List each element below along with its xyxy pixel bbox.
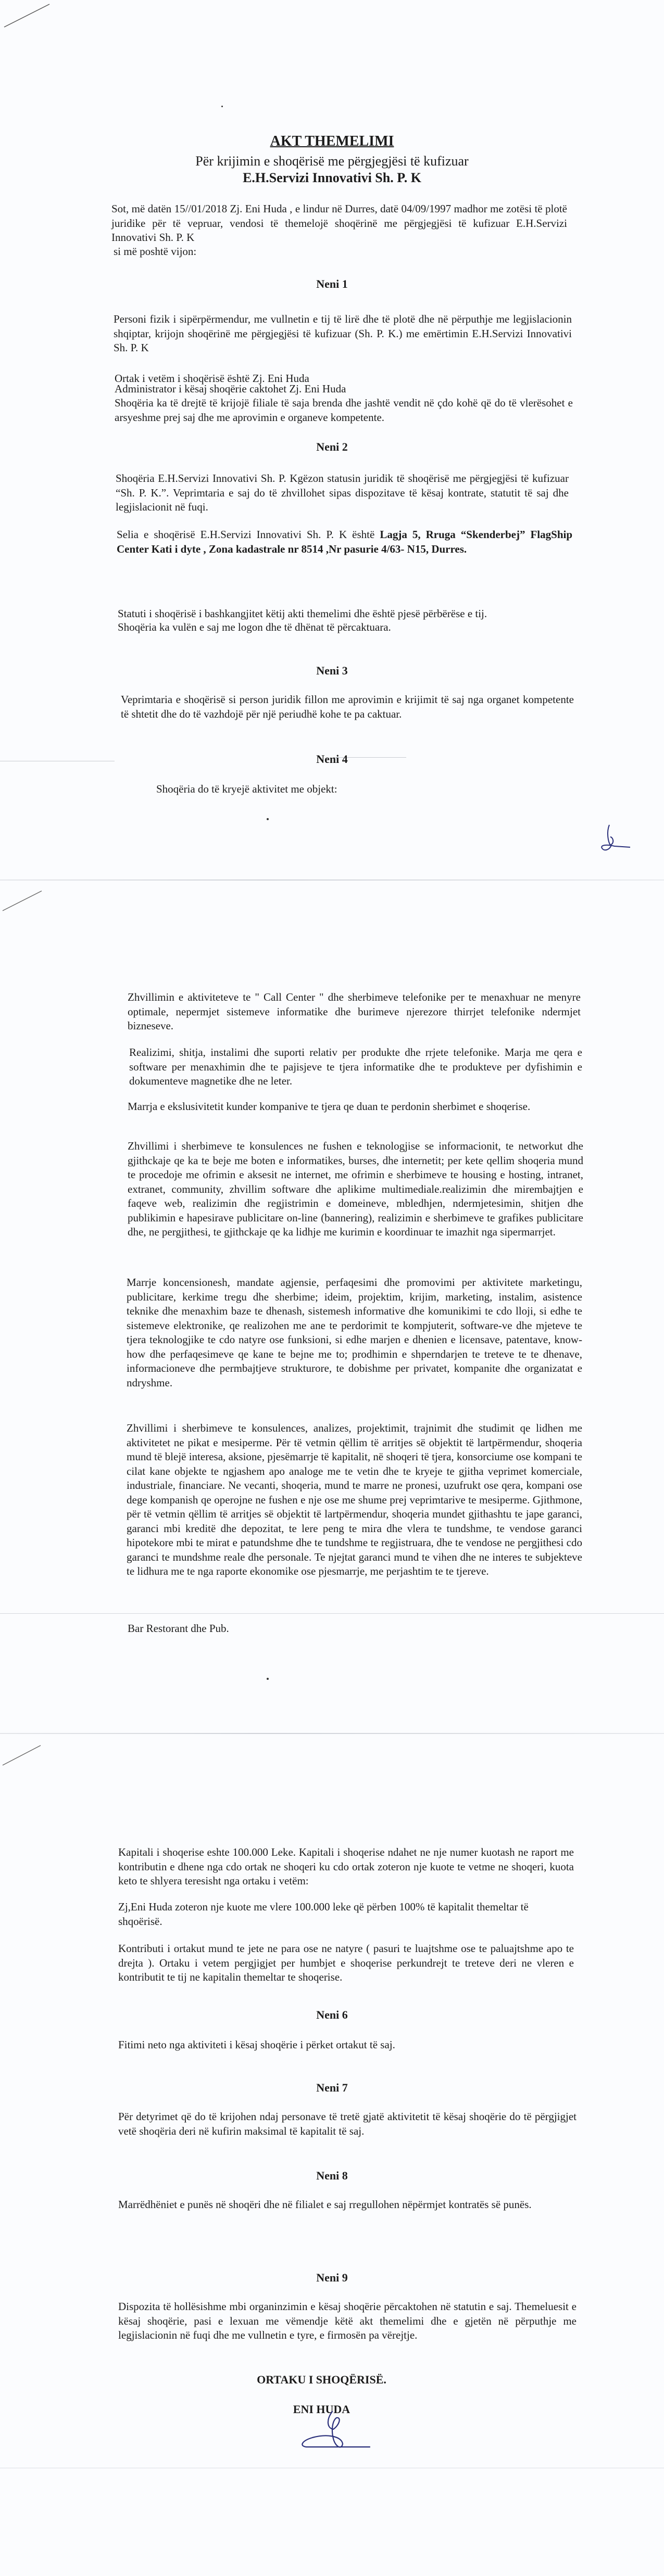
article-9-heading: Neni 9	[316, 2271, 348, 2284]
statute-line: Statuti i shoqërisë i bashkangjitet këtij akti themelimi dhe është pjesë përbërëse e tij.	[118, 607, 487, 620]
article-8-paragraph: Marrëdhëniet e punës në shoqëri dhe në filialet e saj rregullohen nëpërmjet kontratës së punës.	[118, 2198, 532, 2211]
article-2-paragraph: Shoqëria E.H.Servizi Innovativi Sh. P. Kgëzon statusin juridik të shoqërisë me përgjegjësi të kufizuar “Sh. P. K.”. Veprimtaria e saj do të zhvillohet sipas dispozitave të kësaj kontrate, statutit të saj dhe legjislacionit në fuqi.	[116, 472, 569, 513]
activity-marketing: Marrje koncensionesh, mandate agjensie, perfaqesimi dhe promovimi per aktivitete marketingu, publicitare, kerkime tregu dhe sherbime; ideim, projektim, krijim, marketing, instalim, asistence teknike dhe menaxhim baze te dhenash, sistemesh informative dhe komunikimi te cdo lloji, si edhe te sistemeve elektronike, qe realizohen me ane te perdorimit te kompjuterit, software-ve dhe mjeteve te tjera teknologjike te cdo natyre ose funksioni, si edhe marjen e dhenien e licensave, patentave, know-how dhe perfaqesimeve qe kane te bejne me to; prodhimin e shperndarjen te treteve te te dhenave, informacioneve dhe permbajtjeve strukturore, te dobishme per privatet, kompanite dhe organizatat e ndryshme.	[127, 1276, 582, 1389]
seat-prefix: Selia e shoqërisë E.H.Servizi Innovativi Sh. P. K është	[117, 528, 375, 541]
intro-paragraph: Sot, më datën 15//01/2018 Zj. Eni Huda , e lindur në Durres, datë 04/09/1997 madhor me zotësi të plotë juridike për të vepruar, vendosi të themelojë shoqërinë me përgjegjësi të kufizuar E.H.Servizi Innovativi Sh. P. K	[111, 202, 567, 244]
company-seat	[117, 528, 572, 556]
page-corner-mark	[0, 0, 57, 31]
article-4-paragraph: Shoqëria do të kryejë aktivitet me objekt:	[156, 783, 337, 795]
scan-speck	[267, 818, 269, 820]
article-6-heading: Neni 6	[316, 2008, 348, 2021]
activity-it-consulting: Zhvillimi i sherbimeve te konsulences ne fushen e teknologjise se informacionit, te networkut dhe gjithckaje qe ka te beje me boten e informatikes, burses, dhe internetit; per kete qellim shoqeria mund te procedoje me ofrimin e aksesit ne internet, me ofrimin e sherbimeve te housing e hosting, intranet, extranet, community, zhvillim software dhe aplikime multimediale.realizimin dhe mirembajtjen e faqeve web, realizimin dhe regjistrimin e domeineve, mbledhjen, ndermjetesimin, shitjen dhe publikimin e hapesirave publicitare on-line (bannering), realizimin e sherbimeve te grafikes publicitare dhe, ne pergjithesi, te gjithckaje qe ka lidhje me kurimin e koordinuar te imazhit nga sipermarrjet.	[128, 1140, 583, 1238]
article-7-heading: Neni 7	[316, 2081, 348, 2094]
capital-paragraph: Kapitali i shoqerise eshte 100.000 Leke. Kapitali i shoqerise ndahet ne nje numer kuotash ne raport me kontributin e dhene nga cdo ortak ne shoqeri ku cdo ortak zoteron nje kuote te vetme ne shoqeri, kuota keto te shlyera teresisht nga ortaku i vetëm:	[118, 1846, 574, 1887]
seal-line: Shoqëria ka vulën e saj me logon dhe të dhënat të përcaktuara.	[118, 621, 391, 633]
article-6-paragraph: Fitimi neto nga aktiviteti i kësaj shoqërie i përket ortakut të saj.	[118, 2038, 395, 2051]
page-corner-mark	[0, 885, 52, 916]
initials-signature	[599, 822, 635, 859]
document-subtitle: Për krijimin e shoqërisë me përgjegjësi të kufizuar	[195, 154, 469, 169]
article-1-paragraph: Personi fizik i sipërpërmendur, me vullnetin e tij të lirë dhe të plotë dhe në përputhje me legjislacionin shqiptar, krijojn shoqërinë me përgjegjësi të kufizuar (Sh. P. K.) me emërtimin E.H.Servizi Innovativi Sh. P. K	[114, 313, 572, 354]
fold-line	[0, 1613, 664, 1614]
document-title: AKT THEMELIMI	[270, 133, 394, 149]
activity-bar-restaurant: Bar Restorant dhe Pub.	[128, 1622, 229, 1635]
signature	[292, 2409, 385, 2456]
activity-exclusivity: Marrja e ekslusivitetit kunder kompanive te tjera qe duan te perdonin sherbimet e shoqerise.	[128, 1100, 531, 1113]
company-name: E.H.Servizi Innovativi Sh. P. K	[243, 170, 421, 185]
article-1-heading: Neni 1	[316, 277, 348, 290]
article-7-paragraph: Për detyrimet që do të krijohen ndaj personave të tretë gjatë aktivitetit të kësaj shoqërie do të përgjigjet vetë shoqëria deri në kufirin maksimal të kapitalit të saj.	[118, 2110, 577, 2137]
signatory-title: ORTAKU I SHOQËRISË.	[257, 2373, 386, 2386]
administrator: Administrator i kësaj shoqërie caktohet Zj. Eni Huda	[115, 382, 346, 395]
scan-speck	[267, 1678, 269, 1680]
sole-partner: Ortak i vetëm i shoqërisë është Zj. Eni Huda	[115, 372, 309, 385]
article-9-paragraph: Dispozita të hollësishme mbi organinzimin e kësaj shoqërie përcaktohen në statutin e saj. Themeluesit e kësaj shoqërie, pasi e lexuan me vëmendje këtë akt themelimi dhe e gjetën në përputhje me legjislacionin në fuqi dhe me vullnetin e tyre, e firmosën pa vërejtje.	[118, 2300, 577, 2341]
activity-consulting-finance: Zhvillimi i sherbimeve te konsulences, analizes, projektimit, trajnimit dhe studimit qe lidhen me aktivitetet ne pikat e mesiperme. Për të vetmin qëllim të arritjes së objektit të lartpërmendur, shoqeria mund të blejë interesa, aksione, pjesëmarrje të kapitalit, në shoqeri të tjera, konsorciume ose kompani te cilat kane objekte te ngjashem apo analoge me te vetin dhe te kryeje te gjitha veprimet komerciale, industriale, financiare. Ne vecanti, shoqeria, mund te marre ne pronesi, uzufrukt ose qera, kompani ose dege kompanish qe operojne ne fushen e nje ose me shume prej veprimtarive te mesiperme. Gjithmone, për të vetmin qëllim të arritjes së objektit të lartpërmendur, shoqeria mundet gjithashtu te jape garanci, garanci mbi kreditë dhe depozitat, te lere peng te mira dhe vlera te tundshme, te vendose garanci hipotekore mbi te mirat e patundshme dhe te tundshme te regjistruara, dhe te vendose ne pergjithesi cdo garanci te mundshme reale dhe personale. Te njejtat garanci mund te vihen dhe ne interes te subjekteve te lidhura me te nga raporte ekonomike ose pjesmarrje, me perjashtim te te tjereve.	[127, 1422, 582, 1577]
article-2-heading: Neni 2	[316, 440, 348, 453]
article-3-paragraph: Veprimtaria e shoqërisë si person juridik fillon me aprovimin e krijimit të saj nga organet kompetente të shtetit dhe do të vazhdojë për një periudhë kohe te pa caktuar.	[121, 693, 574, 720]
branches-paragraph: Shoqëria ka të drejtë të krijojë filiale të saja brenda dhe jashtë vendit në çdo kohë që do të vlerësohet e arsyeshme prej saj dhe me aprovimin e organeve kompetente.	[115, 397, 573, 424]
page-corner-mark	[0, 1738, 52, 1769]
partner-share-paragraph: Zj,Eni Huda zoteron nje kuote me vlere 100.000 leke që përben 100% të kapitalit themeltar të shqoërisë.	[118, 1901, 529, 1928]
activity-telephony: Realizimi, shitja, instalimi dhe suporti relativ per produkte dhe rrjete telefonike. Marja me qera e software per menaxhimin dhe te pajisjeve te tjera informatike dhe te produkteve per dyfishimin e dokumenteve magnetike dhe ne leter.	[129, 1046, 582, 1087]
activity-call-center: Zhvillimin e aktiviteteve te " Call Center " dhe sherbimeve telefonike per te menaxhuar ne menyre optimale, nepermjet sistemeve informatike dhe burimeve njerezore thirrjet telefonike ndermjet bizneseve.	[128, 991, 581, 1032]
scan-speck	[221, 106, 223, 107]
contribution-paragraph: Kontributi i ortakut mund te jete ne para ose ne natyre ( pasuri te luajtshme ose te paluajtshme apo te drejta ). Ortaku i vetem pergjigjet per humbjet e shoqerise perkundrejt te treteve deri ne vleren e kontributit te tij ne kapitalin themeltar te shoqerise.	[118, 1942, 574, 1983]
article-8-heading: Neni 8	[316, 2169, 348, 2182]
article-4-heading: Neni 4	[316, 753, 348, 766]
page-break	[0, 1733, 664, 1734]
article-3-heading: Neni 3	[316, 664, 348, 677]
intro-end: si më poshtë vijon:	[114, 245, 197, 258]
signatory-name: ENI HUDA	[293, 2403, 350, 2416]
seat-address: Lagja 5, Rruga “Skenderbej” FlagShip Center Kati i dyte , Zona kadastrale nr 8514 ,Nr pasurie 4/63- N15, Durres.	[117, 528, 573, 555]
page-break	[0, 879, 664, 881]
